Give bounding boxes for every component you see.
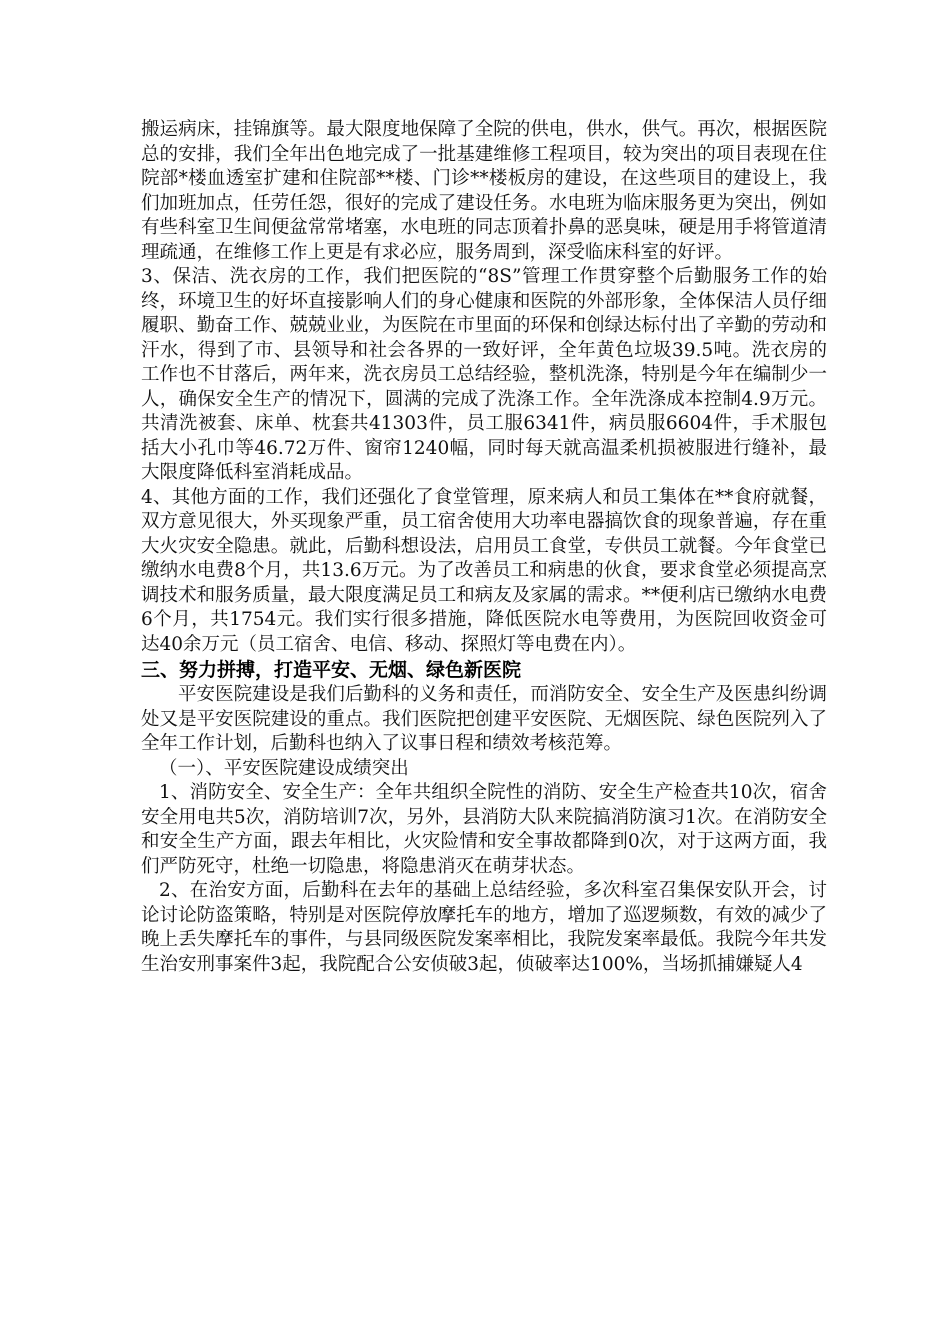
- paragraph-cleaning-laundry: 3、保洁、洗衣房的工作，我们把医院的“8S”管理工作贯穿整个后勤服务工作的始终，环境卫生的好坏直接影响人们的身心健康和医院的外部形象，全体保洁人员仔细履职、勤奋工作、兢兢业业，为医院在市里面的环保和创绿达标付出了辛勤的劳动和汗水，得到了市、县领导和社会各界的一致好评，全年黄色垃圾39.5吨。洗衣房的工作也不甘落后，两年来，洗衣房员工总结经验，整机洗涤，特别是今年在编制少一人，确保安全生产的情况下，圆满的完成了洗涤工作。全年洗涤成本控制4.9万元。共清洗被套、床单、枕套共41303件，员工服6341件，病员服6604件，手术服包括大小孔巾等46.72万件、窗帘1240幅，同时每天就高温柔机损被服进行缝补，最大限度降低科室消耗成品。: [141, 266, 827, 483]
- paragraph-fire-safety: 1、消防安全、安全生产：全年共组织全院性的消防、安全生产检查共10次，宿舍安全用电共5次，消防培训7次，另外，县消防大队来院搞消防演习1次。在消防安全和安全生产方面，跟去年相比，火灾险情和安全事故都降到0次，对于这两方面，我们严防死守，杜绝一切隐患，将隐患消灭在萌芽状态。: [141, 782, 827, 877]
- section-heading-safe-hospital: 三、努力拼搏，打造平安、无烟、绿色新医院: [141, 659, 522, 681]
- paragraph-other-work: 4、其他方面的工作，我们还强化了食堂管理，原来病人和员工集体在**食府就餐，双方意见很大，外买现象严重，员工宿舍使用大功率电器搞饮食的现象普遍，存在重大火灾安全隐患。就此，后勤科想设法，启用员工食堂，专供员工就餐。今年食堂已缴纳水电费8个月，共13.6万元。为了改善员工和病患的伙食，要求食堂必须提高烹调技术和服务质量，最大限度满足员工和病友及家属的需求。**便利店已缴纳水电费6个月，共1754元。我们实行很多措施，降低医院水电等费用，为医院回收资金可达40余万元（员工宿舍、电信、移动、探照灯等电费在内）。: [141, 486, 827, 655]
- paragraph-safe-hospital-intro: 平安医院建设是我们后勤科的义务和责任，而消防安全、安全生产及医患纠纷调处又是平安医院建设的重点。我们医院把创建平安医院、无烟医院、绿色医院列入了全年工作计划，后勤科也纳入了议事日程和绩效考核范筹。: [141, 684, 827, 754]
- subheading-safe-hospital-results: （一）、平安医院建设成绩突出: [159, 757, 409, 779]
- document-body: [141, 118, 827, 977]
- paragraph-construction-maintenance: 搬运病床，挂锦旗等。最大限度地保障了全院的供电，供水，供气。再次，根据医院总的安排，我们全年出色地完成了一批基建维修工程项目，较为突出的项目表现在住院部*楼血透室扩建和住院部**楼、门诊**楼板房的建设，在这些项目的建设上，我们加班加点，任劳任怨，很好的完成了建设任务。水电班为临床服务更为突出，例如有些科室卫生间便盆常常堵塞，水电班的同志顶着扑鼻的恶臭味，硬是用手将管道清理疏通，在维修工作上更是有求必应，服务周到，深受临床科室的好评。: [141, 119, 827, 263]
- paragraph-public-security: 2、在治安方面，后勤科在去年的基础上总结经验，多次科室召集保安队开会，讨论讨论防盗策略，特别是对医院停放摩托车的地方，增加了巡逻频数，有效的减少了晚上丢失摩托车的事件，与县同级医院发案率相比，我院发案率最低。我院今年共发生治安刑事案件3起，我院配合公安侦破3起，侦破率达100%，当场抓捕嫌疑人4: [141, 880, 827, 975]
